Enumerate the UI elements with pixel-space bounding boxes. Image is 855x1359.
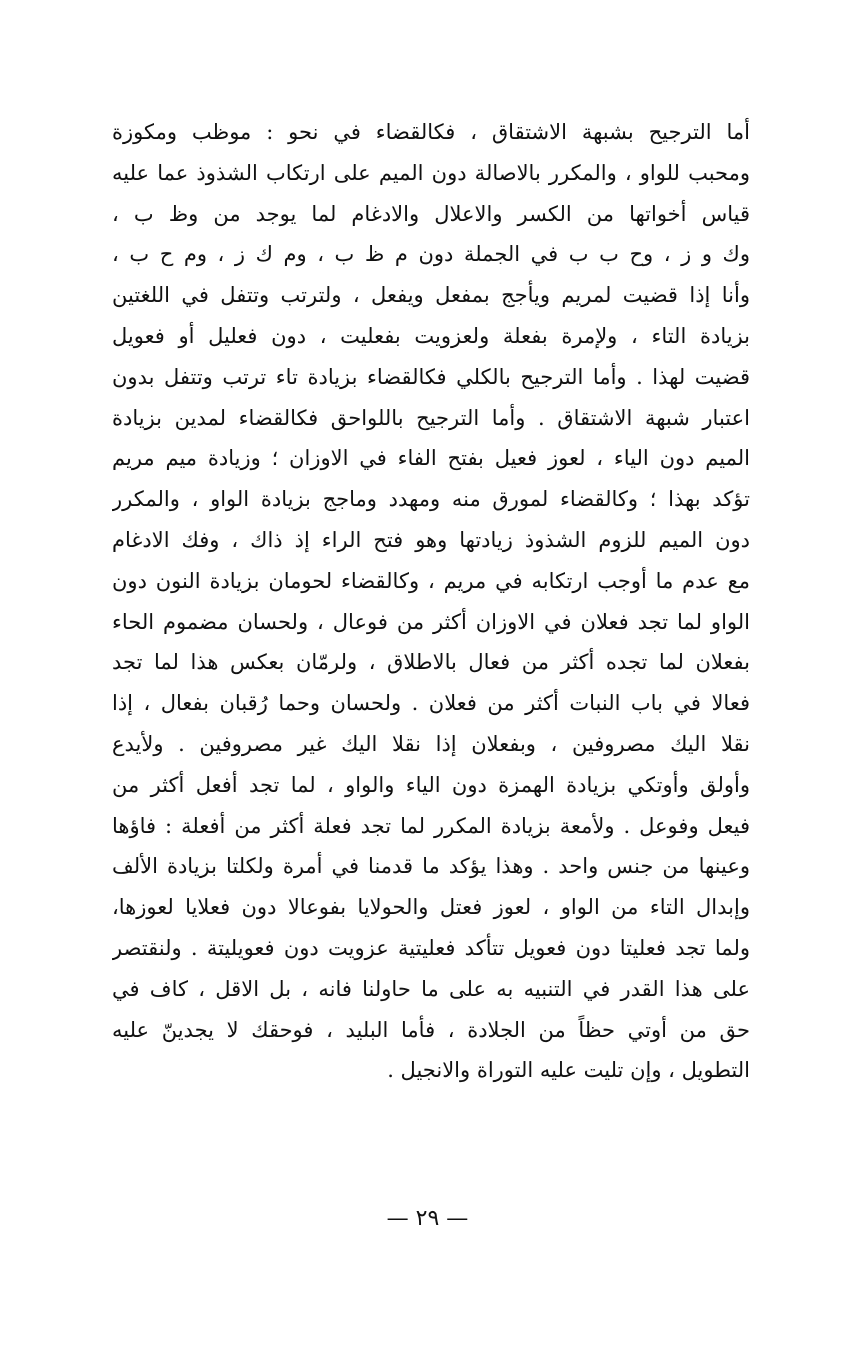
- text-line: وإبدال التاء من الواو ، لعوز فعتل والحولايا بفوعالا دون فعلايا لعوزها،: [112, 895, 750, 920]
- text-line: على هذا القدر في التنبيه به على ما حاولنا فانه ، بل الاقل ، كاف في: [112, 976, 750, 1001]
- text-line: تؤكد بهذا ؛ وكالقضاء لمورق منه ومهدد وماجج بزيادة الواو ، والمكرر: [112, 487, 750, 512]
- text-line: ولما تجد فعليتا دون فعويل تتأكد فعليتية عزويت دون فعويليتة . ولنقتصر: [112, 935, 750, 960]
- text-line: التطويل ، وإن تليت عليه التوراة والانجيل .: [387, 1058, 750, 1083]
- body-text: [112, 112, 750, 1091]
- page-number: — ٢٩ —: [386, 1206, 469, 1231]
- text-line: الميم دون الياء ، لعوز فعيل بفتح الفاء في الاوزان ؛ وزيادة ميم مريم: [112, 446, 750, 471]
- text-line: وعينها من جنس واحد . وهذا يؤكد ما قدمنا في أمرة ولكلتا بزيادة الألف: [112, 854, 750, 879]
- text-line: نقلا اليك مصروفين ، وبفعلان إذا نقلا اليك غير مصروفين . ولأيدع: [112, 731, 750, 756]
- text-line: حق من أوتي حظاً من الجلادة ، فأما البليد ، فوحقك لا يجدينّ عليه: [112, 1017, 750, 1042]
- text-line: وك و ز ، وح ب ب في الجملة دون م ظ ب ، وم ك ز ، وم ح ب ،: [112, 242, 750, 267]
- text-line: بزيادة التاء ، ولإمرة بفعلة ولعزويت بفعليت ، دون فعليل أو فعويل: [112, 323, 750, 348]
- text-line: بفعلان لما تجده أكثر من فعال بالاطلاق ، ولرمّان بعكس هذا لما تجد: [112, 650, 750, 675]
- text-line: فيعل وفوعل . ولأمعة بزيادة المكرر لما تجد فعلة أكثر من أفعلة : فاؤها: [112, 813, 750, 838]
- text-line: أما الترجيح بشبهة الاشتقاق ، فكالقضاء في نحو : موظب ومكوزة: [112, 120, 750, 144]
- text-line: وأولق وأوتكي بزيادة الهمزة دون الياء والواو ، لما تجد أفعل أكثر من: [112, 772, 750, 797]
- text-line: ومحبب للواو ، والمكرر بالاصالة دون الميم على ارتكاب الشذوذ عما عليه: [112, 160, 750, 185]
- text-line: قياس أخواتها من الكسر والاعلال والادغام لما يوجد من وظ ب ،: [112, 201, 750, 226]
- text-line: مع عدم ما أوجب ارتكابه في مريم ، وكالقضاء لحومان بزيادة النون دون: [112, 568, 750, 593]
- text-line: قضيت لهذا . وأما الترجيح بالكلي فكالقضاء بزيادة تاء ترتب وتتفل بدون: [112, 364, 750, 389]
- text-line: فعالا في باب النبات أكثر من فعلان . ولحسان وحما رُقبان بفعال ، إذا: [112, 691, 750, 716]
- text-line: دون الميم للزوم الشذوذ زيادتها وهو فتح الراء إذ ذاك ، وفك الادغام: [112, 527, 750, 552]
- text-line: وأنا إذا قضيت لمريم ويأجج بمفعل ويفعل ، ولترتب وتتفل في اللغتين: [112, 283, 750, 308]
- text-line: الواو لما تجد فعلان في الاوزان أكثر من فوعال ، ولحسان مضموم الحاء: [112, 609, 750, 634]
- text-line: اعتبار شبهة الاشتقاق . وأما الترجيح باللواحق فكالقضاء لمدين بزيادة: [112, 405, 750, 430]
